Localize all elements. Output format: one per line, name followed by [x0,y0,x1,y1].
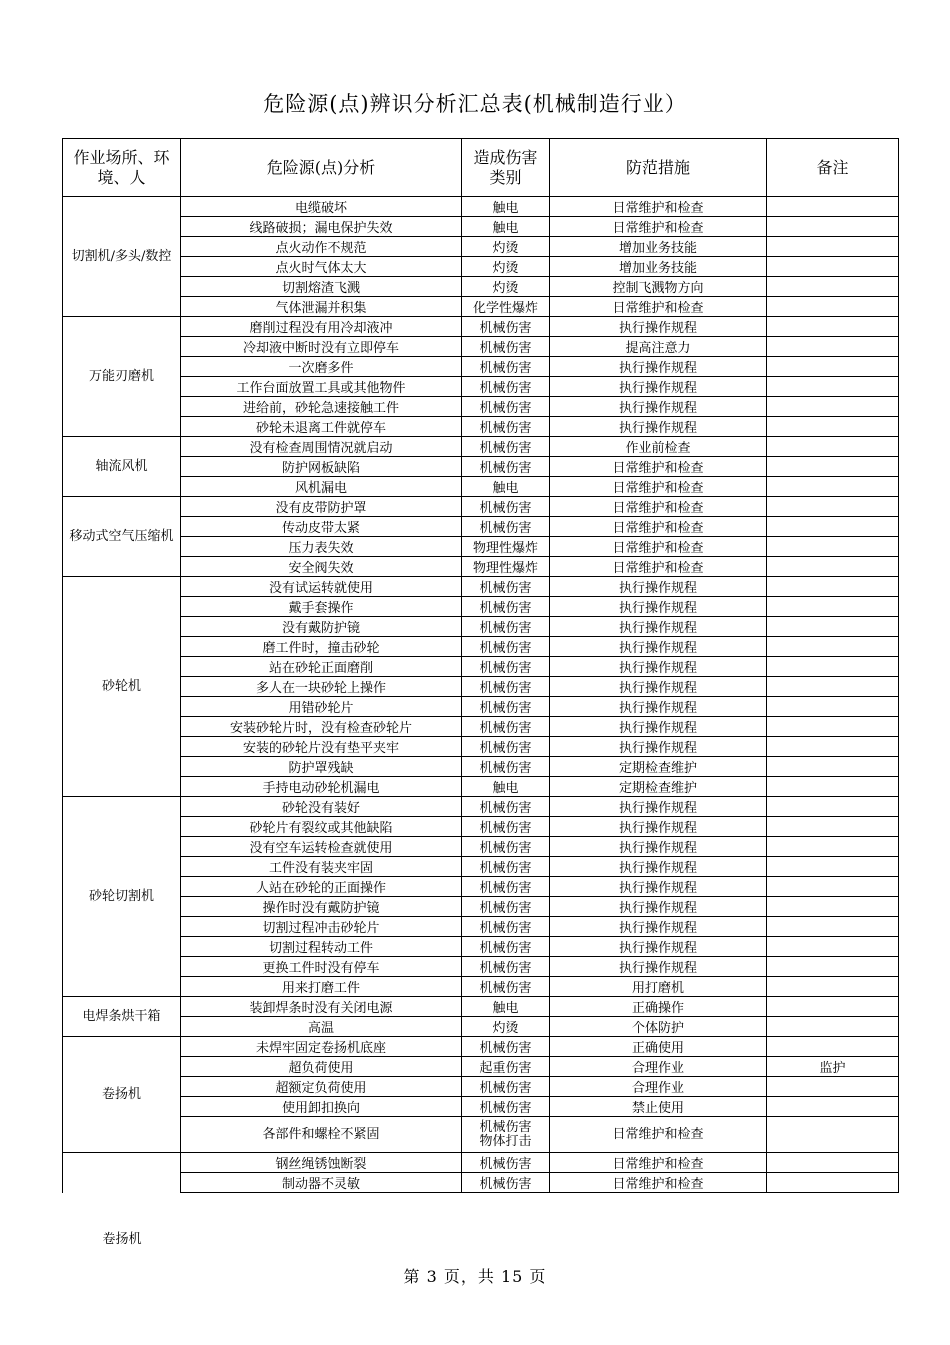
table-row [63,277,899,297]
hazard-cell: 工作台面放置工具或其他物件 [181,377,462,397]
header-measure: 防范措施 [550,139,767,197]
injury-cell: 触电 [462,477,550,497]
hazard-cell: 人站在砂轮的正面操作 [181,877,462,897]
remark-cell [767,417,899,437]
injury-cell: 机械伤害 [462,1077,550,1097]
injury-cell: 机械伤害 [462,837,550,857]
measure-cell: 用打磨机 [550,977,767,997]
measure-cell: 日常维护和检查 [550,1153,767,1173]
measure-cell: 日常维护和检查 [550,477,767,497]
injury-cell: 机械伤害 [462,957,550,977]
location-cell: 切割机/多头/数控 [63,197,181,317]
hazard-cell: 没有试运转就使用 [181,577,462,597]
hazard-cell: 使用卸扣换向 [181,1097,462,1117]
measure-cell: 日常维护和检查 [550,217,767,237]
injury-cell: 机械伤害 [462,597,550,617]
injury-cell: 机械伤害 [462,417,550,437]
remark-cell [767,1117,899,1153]
hazard-cell: 防护网板缺陷 [181,457,462,477]
measure-cell: 执行操作规程 [550,917,767,937]
remark-cell [767,637,899,657]
table-row [63,777,899,797]
table-row [63,557,899,577]
hazard-cell: 站在砂轮正面磨削 [181,657,462,677]
hazard-cell: 传动皮带太紧 [181,517,462,537]
hazard-cell: 气体泄漏并积集 [181,297,462,317]
measure-cell: 执行操作规程 [550,597,767,617]
hazard-cell: 砂轮片有裂纹或其他缺陷 [181,817,462,837]
hazard-cell: 进给前，砂轮急速接触工件 [181,397,462,417]
remark-cell [767,677,899,697]
measure-cell: 提高注意力 [550,337,767,357]
remark-cell [767,297,899,317]
table-row [63,457,899,477]
header-location: 作业场所、环境、人 [63,139,181,197]
table-row [63,217,899,237]
injury-cell: 物理性爆炸 [462,537,550,557]
hazard-cell: 装卸焊条时没有关闭电源 [181,997,462,1017]
measure-cell: 执行操作规程 [550,577,767,597]
remark-cell [767,1077,899,1097]
table-row [63,1153,899,1173]
injury-cell: 机械伤害 [462,1037,550,1057]
table-row [63,197,899,217]
injury-cell: 机械伤害 [462,377,550,397]
continued-location-label: 卷扬机 [102,1232,142,1247]
measure-cell: 执行操作规程 [550,897,767,917]
page-footer: 第 3 页，共 15 页 [403,1267,547,1286]
injury-cell: 机械伤害 [462,977,550,997]
hazard-cell: 磨工件时，撞击砂轮 [181,637,462,657]
table-row [63,957,899,977]
measure-cell: 定期检查维护 [550,757,767,777]
remark-cell [767,737,899,757]
remark-cell [767,717,899,737]
injury-cell: 机械伤害 [462,797,550,817]
hazard-cell: 线路破损；漏电保护失效 [181,217,462,237]
hazard-cell: 用来打磨工件 [181,977,462,997]
hazard-cell: 超负荷使用 [181,1057,462,1077]
table-row [63,1077,899,1097]
measure-cell: 日常维护和检查 [550,557,767,577]
measure-cell: 执行操作规程 [550,657,767,677]
hazard-cell: 磨削过程没有用冷却液冲 [181,317,462,337]
remark-cell [767,1153,899,1173]
injury-cell: 机械伤害 [462,397,550,417]
measure-cell: 合理作业 [550,1077,767,1097]
table-row [63,857,899,877]
remark-cell [767,757,899,777]
measure-cell: 日常维护和检查 [550,197,767,217]
table-body [63,197,899,1193]
injury-cell: 机械伤害 [462,937,550,957]
table-row [63,437,899,457]
hazard-cell: 操作时没有戴防护镜 [181,897,462,917]
measure-cell: 执行操作规程 [550,797,767,817]
injury-cell: 机械伤害 [462,337,550,357]
remark-cell [767,517,899,537]
measure-cell: 执行操作规程 [550,617,767,637]
table-row [63,677,899,697]
hazard-cell: 一次磨多件 [181,357,462,377]
hazard-cell: 多人在一块砂轮上操作 [181,677,462,697]
measure-cell: 定期检查维护 [550,777,767,797]
measure-cell: 合理作业 [550,1057,767,1077]
measure-cell: 执行操作规程 [550,817,767,837]
measure-cell: 执行操作规程 [550,377,767,397]
injury-cell: 机械伤害 [462,737,550,757]
injury-cell: 机械伤害 [462,1097,550,1117]
injury-cell: 机械伤害 [462,897,550,917]
remark-cell [767,597,899,617]
table-row [63,317,899,337]
table-row [63,337,899,357]
injury-cell: 机械伤害 [462,817,550,837]
hazard-cell: 未焊牢固定卷扬机底座 [181,1037,462,1057]
hazard-cell: 没有空车运转检查就使用 [181,837,462,857]
measure-cell: 正确操作 [550,997,767,1017]
hazard-cell: 点火动作不规范 [181,237,462,257]
hazard-cell: 手持电动砂轮机漏电 [181,777,462,797]
injury-cell: 机械伤害 [462,457,550,477]
injury-cell: 机械伤害 [462,877,550,897]
remark-cell [767,197,899,217]
injury-cell: 机械伤害 [462,617,550,637]
hazard-cell: 风机漏电 [181,477,462,497]
remark-cell [767,937,899,957]
remark-cell [767,917,899,937]
table-row [63,1173,899,1193]
table-row [63,717,899,737]
table-row [63,657,899,677]
injury-cell: 起重伤害 [462,1057,550,1077]
measure-cell: 执行操作规程 [550,697,767,717]
measure-cell: 增加业务技能 [550,237,767,257]
injury-cell: 机械伤害 [462,517,550,537]
remark-cell [767,497,899,517]
injury-cell: 机械伤害 [462,1153,550,1173]
hazard-cell: 防护罩残缺 [181,757,462,777]
measure-cell: 禁止使用 [550,1097,767,1117]
measure-cell: 日常维护和检查 [550,457,767,477]
measure-cell: 执行操作规程 [550,717,767,737]
injury-cell: 灼烫 [462,257,550,277]
header-injury: 造成伤害类别 [462,139,550,197]
injury-cell: 机械伤害 [462,917,550,937]
location-cell: 移动式空气压缩机 [63,497,181,577]
measure-cell: 执行操作规程 [550,417,767,437]
remark-cell [767,897,899,917]
table-row [63,297,899,317]
hazard-cell: 安装的砂轮片没有垫平夹牢 [181,737,462,757]
injury-cell: 灼烫 [462,237,550,257]
injury-cell: 触电 [462,197,550,217]
injury-cell: 机械伤害 [462,697,550,717]
measure-cell: 日常维护和检查 [550,517,767,537]
table-row [63,1017,899,1037]
remark-cell [767,317,899,337]
injury-cell: 触电 [462,997,550,1017]
table-row [63,577,899,597]
measure-cell: 日常维护和检查 [550,537,767,557]
table-row [63,597,899,617]
remark-cell [767,877,899,897]
hazard-cell: 工件没有装夹牢固 [181,857,462,877]
table-row [63,517,899,537]
location-cell: 万能刃磨机 [63,317,181,437]
hazard-cell: 没有戴防护镜 [181,617,462,637]
remark-cell [767,657,899,677]
measure-cell: 控制飞溅物方向 [550,277,767,297]
measure-cell: 执行操作规程 [550,397,767,417]
table-row [63,1037,899,1057]
injury-cell: 机械伤害 [462,677,550,697]
remark-cell [767,1037,899,1057]
measure-cell: 执行操作规程 [550,317,767,337]
remark-cell [767,997,899,1017]
table-row [63,1097,899,1117]
location-cell: 卷扬机 [63,1037,181,1153]
table-row [63,977,899,997]
table-row [63,377,899,397]
hazard-cell: 切割熔渣飞溅 [181,277,462,297]
injury-cell: 机械伤害 [462,757,550,777]
injury-cell: 机械伤害 [462,1173,550,1193]
measure-cell: 执行操作规程 [550,357,767,377]
hazard-cell: 超额定负荷使用 [181,1077,462,1097]
measure-cell: 执行操作规程 [550,637,767,657]
table-row [63,417,899,437]
measure-cell: 执行操作规程 [550,837,767,857]
injury-cell: 机械伤害 [462,317,550,337]
remark-cell [767,617,899,637]
header-hazard: 危险源(点)分析 [181,139,462,197]
table-row [63,897,899,917]
location-cell: 轴流风机 [63,437,181,497]
remark-cell [767,797,899,817]
measure-cell: 个体防护 [550,1017,767,1037]
measure-cell: 执行操作规程 [550,957,767,977]
measure-cell: 执行操作规程 [550,877,767,897]
hazard-summary-table [62,138,899,1193]
remark-cell [767,337,899,357]
hazard-cell: 各部件和螺栓不紧固 [181,1117,462,1153]
page-title: 危险源(点)辨识分析汇总表(机械制造行业） [263,92,687,116]
injury-cell: 机械伤害 物体打击 [462,1117,550,1153]
remark-cell [767,857,899,877]
injury-cell: 灼烫 [462,1017,550,1037]
table-row [63,617,899,637]
table-row [63,737,899,757]
table-row [63,917,899,937]
remark-cell [767,377,899,397]
table-row [63,797,899,817]
measure-cell: 日常维护和检查 [550,297,767,317]
hazard-cell: 更换工件时没有停车 [181,957,462,977]
hazard-cell: 点火时气体太大 [181,257,462,277]
location-cell [63,1153,181,1193]
location-cell: 砂轮机 [63,577,181,797]
table-row [63,497,899,517]
remark-cell [767,217,899,237]
remark-cell [767,837,899,857]
remark-cell [767,777,899,797]
table-row [63,877,899,897]
table-row [63,257,899,277]
measure-cell: 执行操作规程 [550,677,767,697]
remark-cell [767,957,899,977]
table-row [63,1117,899,1153]
injury-cell: 机械伤害 [462,497,550,517]
table-row [63,237,899,257]
hazard-cell: 冷却液中断时没有立即停车 [181,337,462,357]
hazard-cell: 切割过程冲击砂轮片 [181,917,462,937]
table-row [63,697,899,717]
remark-cell [767,277,899,297]
table-row [63,757,899,777]
remark-cell [767,357,899,377]
injury-cell: 灼烫 [462,277,550,297]
remark-cell [767,697,899,717]
injury-cell: 触电 [462,777,550,797]
hazard-cell: 电缆破坏 [181,197,462,217]
table-row [63,817,899,837]
hazard-cell: 没有检查周围情况就启动 [181,437,462,457]
table-row [63,397,899,417]
injury-cell: 触电 [462,217,550,237]
table-row [63,637,899,657]
remark-cell [767,817,899,837]
remark-cell [767,477,899,497]
table-row [63,477,899,497]
table-row [63,357,899,377]
injury-cell: 机械伤害 [462,577,550,597]
measure-cell: 正确使用 [550,1037,767,1057]
measure-cell: 日常维护和检查 [550,1117,767,1153]
measure-cell: 增加业务技能 [550,257,767,277]
location-cell: 电焊条烘干箱 [63,997,181,1037]
hazard-cell: 钢丝绳锈蚀断裂 [181,1153,462,1173]
measure-cell: 日常维护和检查 [550,497,767,517]
remark-cell [767,397,899,417]
table-row [63,997,899,1017]
injury-cell: 机械伤害 [462,657,550,677]
hazard-cell: 砂轮没有装好 [181,797,462,817]
table-row [63,537,899,557]
injury-cell: 物理性爆炸 [462,557,550,577]
remark-cell [767,1173,899,1193]
injury-cell: 机械伤害 [462,857,550,877]
remark-cell [767,577,899,597]
hazard-cell: 切割过程转动工件 [181,937,462,957]
table-row [63,937,899,957]
remark-cell [767,437,899,457]
table-header-row [63,139,899,197]
table-row [63,837,899,857]
measure-cell: 日常维护和检查 [550,1173,767,1193]
remark-cell [767,457,899,477]
measure-cell: 执行操作规程 [550,857,767,877]
remark-cell [767,557,899,577]
header-remark: 备注 [767,139,899,197]
measure-cell: 执行操作规程 [550,937,767,957]
remark-cell [767,257,899,277]
hazard-cell: 砂轮未退离工件就停车 [181,417,462,437]
remark-cell [767,537,899,557]
hazard-cell: 安装砂轮片时，没有检查砂轮片 [181,717,462,737]
injury-cell: 化学性爆炸 [462,297,550,317]
injury-cell: 机械伤害 [462,717,550,737]
remark-cell [767,1017,899,1037]
remark-cell: 监护 [767,1057,899,1077]
hazard-cell: 安全阀失效 [181,557,462,577]
table-row [63,1057,899,1077]
hazard-cell: 用错砂轮片 [181,697,462,717]
hazard-cell: 没有皮带防护罩 [181,497,462,517]
hazard-cell: 压力表失效 [181,537,462,557]
measure-cell: 执行操作规程 [550,737,767,757]
remark-cell [767,1097,899,1117]
remark-cell [767,237,899,257]
hazard-cell: 制动器不灵敏 [181,1173,462,1193]
hazard-cell: 戴手套操作 [181,597,462,617]
remark-cell [767,977,899,997]
injury-cell: 机械伤害 [462,637,550,657]
location-cell: 砂轮切割机 [63,797,181,997]
hazard-cell: 高温 [181,1017,462,1037]
injury-cell: 机械伤害 [462,437,550,457]
injury-cell: 机械伤害 [462,357,550,377]
measure-cell: 作业前检查 [550,437,767,457]
